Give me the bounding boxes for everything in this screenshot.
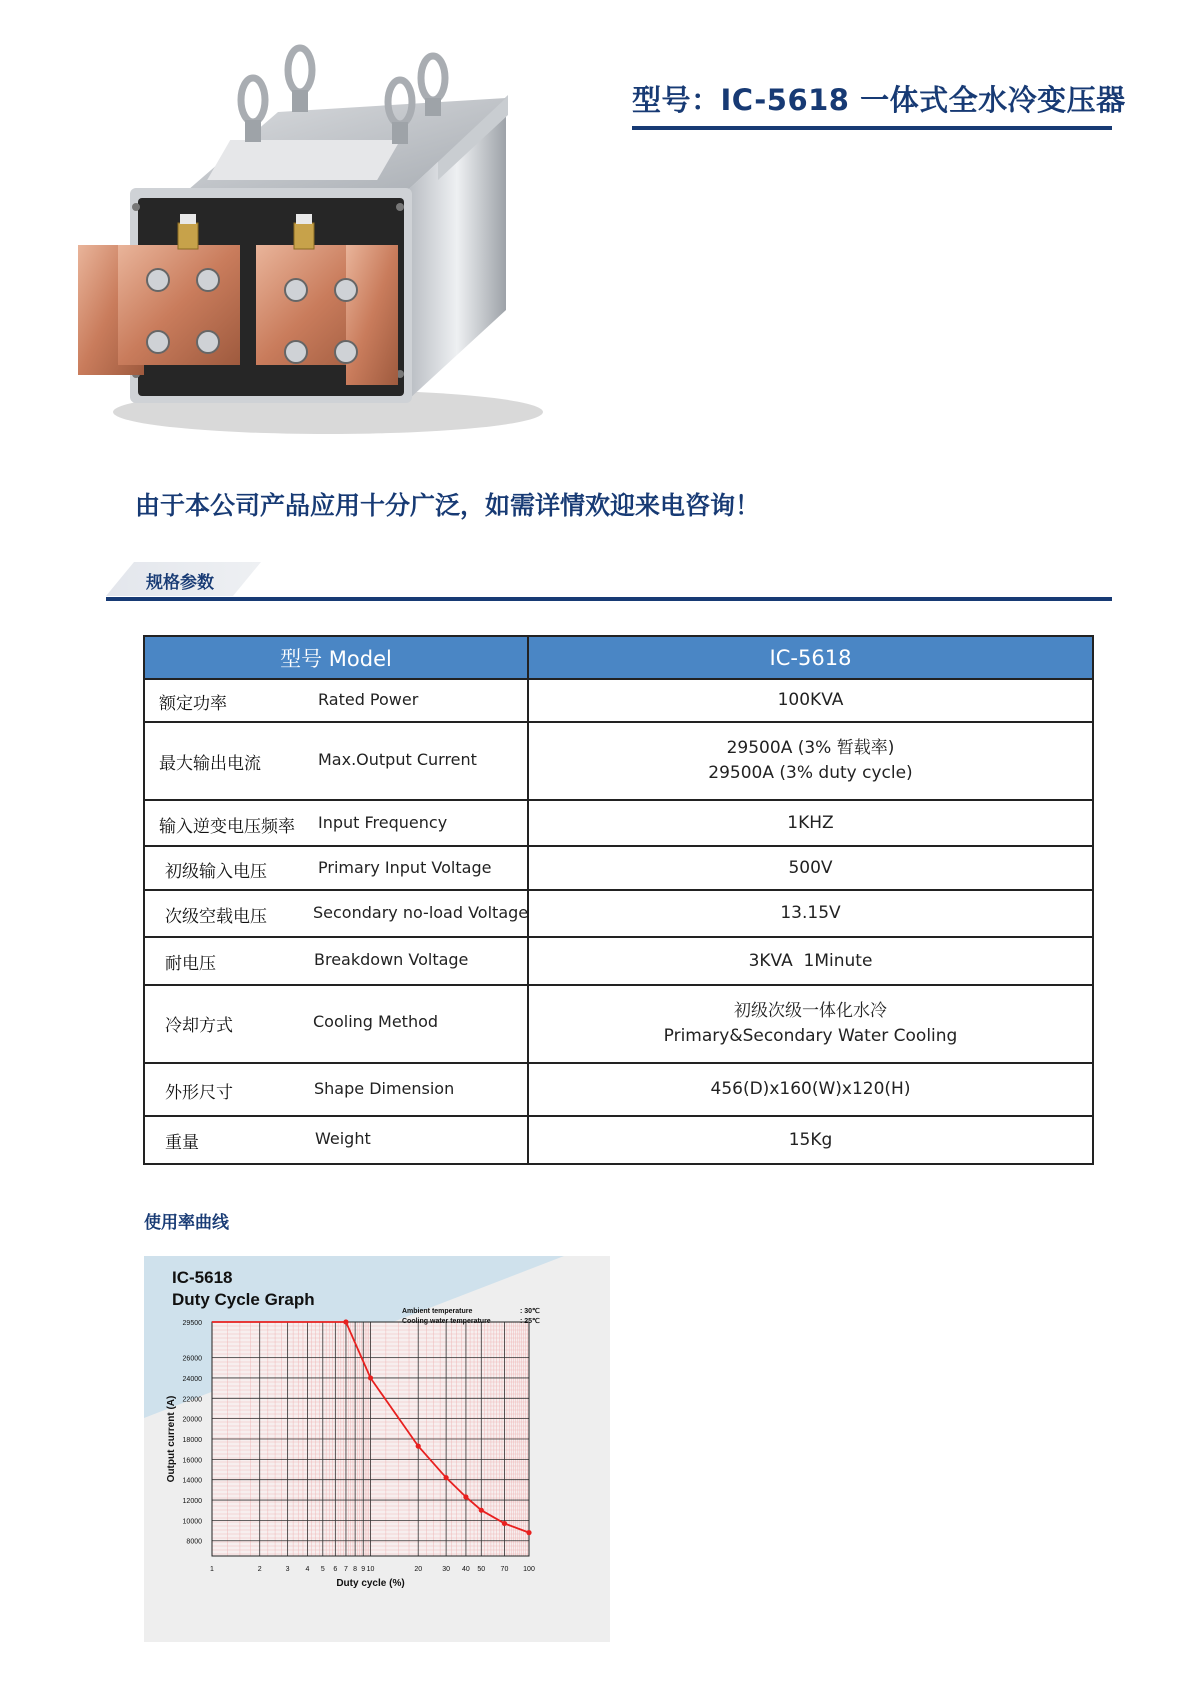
chart-canvas — [144, 1256, 610, 1642]
x-tick-label: 5 — [320, 1566, 325, 1573]
spec-table — [143, 635, 1094, 1165]
annotation-value: : 25℃ — [520, 1318, 540, 1325]
table-row — [144, 985, 1093, 1063]
y-tick-label: 24000 — [182, 1375, 202, 1383]
data-point — [444, 1475, 449, 1480]
data-point — [463, 1494, 468, 1499]
table-row — [144, 800, 1093, 846]
intro-text: 由于本公司产品应用十分广泛，如需详情欢迎来电咨询！ — [135, 491, 761, 520]
x-tick-label: 100 — [523, 1566, 535, 1573]
x-tick-label: 8 — [353, 1566, 358, 1573]
annotation-label: Cooling water temperature — [402, 1318, 491, 1325]
column-header-value: IC-5618 — [528, 636, 1093, 679]
x-tick-label: 7 — [343, 1566, 348, 1573]
table-row — [144, 890, 1093, 937]
y-tick-label: 29500 — [182, 1320, 202, 1327]
table-row — [144, 846, 1093, 890]
data-point — [526, 1530, 531, 1535]
row-label-cn: 耐电压 — [165, 954, 216, 974]
row-label-en: Secondary no-load Voltage — [313, 903, 529, 922]
row-label-en: Weight — [315, 1129, 371, 1148]
row-value: 3KVA 1Minute — [748, 950, 873, 971]
row-label-cn: 次级空载电压 — [165, 907, 267, 927]
table-row — [144, 679, 1093, 722]
table-row — [144, 1116, 1093, 1164]
data-point — [368, 1375, 373, 1380]
row-value: 456(D)x160(W)x120(H) — [710, 1079, 911, 1099]
data-point — [416, 1444, 421, 1449]
row-label-cn: 输入逆变电压频率 — [159, 817, 295, 837]
table-row — [144, 1063, 1093, 1116]
section-rule — [106, 597, 1112, 601]
table-row — [144, 722, 1093, 800]
table-row — [144, 937, 1093, 985]
table-header-row — [144, 636, 1093, 679]
y-tick-label: 16000 — [182, 1457, 202, 1465]
column-header-model: 型号 Model — [144, 636, 528, 679]
row-label-en: Cooling Method — [313, 1012, 439, 1031]
row-label-cn: 重量 — [165, 1133, 199, 1153]
row-value: 29500A (3% 暂载率) — [726, 738, 895, 758]
row-value: 1KHZ — [787, 812, 834, 833]
row-value: 15Kg — [788, 1129, 833, 1150]
x-tick-label: 3 — [285, 1566, 290, 1573]
page-title: 型号：IC-5618 一体式全水冷变压器 — [632, 83, 1126, 117]
row-label-en: Input Frequency — [318, 813, 448, 832]
x-axis-label: Duty cycle (%) — [336, 1578, 405, 1589]
y-tick-label: 12000 — [182, 1498, 202, 1506]
x-tick-label: 40 — [462, 1566, 470, 1573]
row-value: 初级次级一体化水冷 — [734, 1001, 887, 1021]
row-label-cn: 外形尺寸 — [165, 1083, 233, 1103]
annotation-label: Ambient temperature — [402, 1308, 473, 1315]
row-label-en: Primary Input Voltage — [318, 858, 492, 877]
row-label-en: Rated Power — [318, 690, 419, 709]
x-tick-label: 9 — [361, 1566, 366, 1573]
x-tick-label: 1 — [210, 1566, 214, 1573]
x-tick-label: 70 — [500, 1566, 509, 1573]
x-tick-label: 2 — [257, 1566, 262, 1573]
row-value-secondary: Primary&Secondary Water Cooling — [663, 1026, 958, 1046]
y-tick-label: 22000 — [182, 1396, 202, 1404]
row-value: 13.15V — [780, 903, 841, 923]
x-tick-label: 50 — [477, 1566, 486, 1573]
x-tick-label: 4 — [305, 1566, 310, 1573]
chart-subtitle: Duty Cycle Graph — [172, 1290, 315, 1309]
x-tick-label: 30 — [442, 1566, 451, 1573]
row-label-cn: 冷却方式 — [165, 1016, 233, 1036]
chart-title: IC-5618 — [172, 1268, 233, 1287]
y-tick-label: 14000 — [182, 1477, 202, 1485]
spec-section-heading: 规格参数 — [146, 573, 214, 593]
x-tick-label: 10 — [366, 1566, 375, 1573]
product-photo — [78, 40, 558, 450]
row-label-en: Max.Output Current — [318, 750, 477, 769]
y-tick-label: 26000 — [182, 1355, 202, 1363]
x-tick-label: 6 — [333, 1566, 338, 1573]
row-label-cn: 额定功率 — [159, 694, 227, 714]
row-value: 100KVA — [777, 690, 844, 710]
title-underline — [632, 126, 1112, 130]
data-point — [479, 1508, 484, 1513]
annotation-value: : 30℃ — [520, 1308, 540, 1315]
row-value: 500V — [788, 857, 833, 878]
row-label-cn: 最大输出电流 — [159, 754, 261, 774]
row-label-en: Shape Dimension — [314, 1079, 455, 1098]
y-axis-label: Output current (A) — [166, 1395, 177, 1483]
y-tick-label: 8000 — [186, 1538, 202, 1546]
x-tick-label: 20 — [414, 1566, 423, 1573]
duty-cycle-graph — [144, 1256, 610, 1642]
y-tick-label: 10000 — [182, 1518, 202, 1526]
data-point — [343, 1319, 348, 1324]
data-point — [502, 1521, 507, 1526]
y-tick-label: 20000 — [182, 1416, 202, 1424]
duty-section-heading: 使用率曲线 — [144, 1213, 229, 1233]
row-label-en: Breakdown Voltage — [314, 950, 469, 969]
row-label-cn: 初级输入电压 — [165, 862, 267, 882]
row-value-secondary: 29500A (3% duty cycle) — [708, 763, 913, 783]
y-tick-label: 18000 — [182, 1437, 202, 1444]
